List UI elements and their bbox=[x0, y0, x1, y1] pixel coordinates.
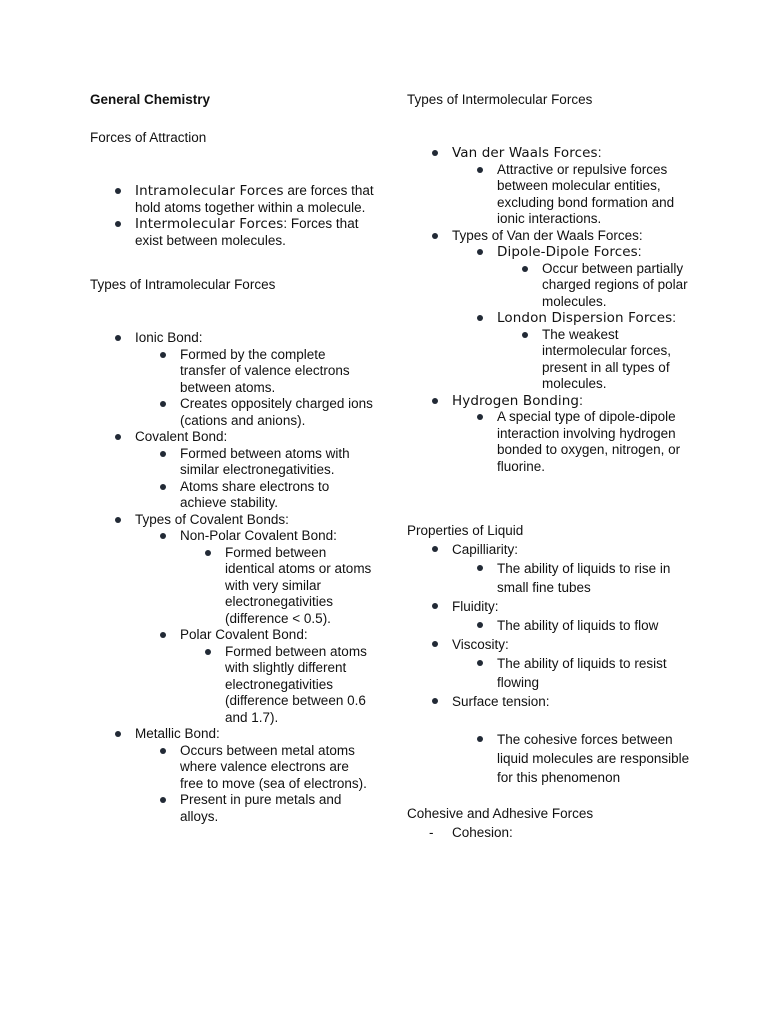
bullet-icon bbox=[477, 249, 483, 255]
property-point: The ability of liquids to flow bbox=[497, 618, 659, 633]
definition: are forces that hold atoms together within a molecule. bbox=[135, 183, 374, 215]
forces-list bbox=[90, 183, 375, 249]
covalent-point: Atoms share electrons to achieve stability. bbox=[180, 478, 330, 510]
list-item bbox=[90, 792, 375, 825]
list-item bbox=[90, 512, 375, 529]
bullet-icon bbox=[477, 315, 483, 321]
list-item bbox=[407, 145, 697, 162]
intra-heading: Types of Intramolecular Forces bbox=[90, 277, 276, 292]
nonpolar-label: Non-Polar Covalent Bond: bbox=[180, 528, 337, 543]
list-item bbox=[90, 726, 375, 743]
cohesion-label: Cohesion: bbox=[452, 825, 513, 840]
property-label: Fluidity: bbox=[452, 599, 499, 614]
bullet-icon bbox=[477, 565, 483, 571]
property-label: Viscosity: bbox=[452, 637, 509, 652]
forces-heading: Forces of Attraction bbox=[90, 130, 207, 145]
list-item bbox=[407, 409, 697, 475]
bullet-icon bbox=[115, 335, 121, 341]
list-item bbox=[407, 393, 697, 410]
right-column bbox=[407, 90, 697, 842]
definition: : Forces that exist between molecules. bbox=[135, 216, 359, 248]
list-item bbox=[90, 528, 375, 545]
list-item bbox=[90, 347, 375, 397]
property-point: The cohesive forces between liquid molecules are responsible for this phenomenon bbox=[497, 732, 690, 785]
bullet-icon bbox=[477, 167, 483, 173]
left-column bbox=[90, 90, 375, 825]
vdw-types-label: Types of Van der Waals Forces: bbox=[452, 227, 643, 243]
list-item bbox=[407, 823, 697, 842]
property-label: Surface tension: bbox=[452, 694, 550, 709]
dash-marker: - bbox=[429, 825, 434, 840]
liquid-heading: Properties of Liquid bbox=[407, 523, 524, 538]
term-suffix: : bbox=[637, 244, 642, 259]
bullet-icon bbox=[522, 332, 528, 338]
list-item bbox=[90, 479, 375, 512]
term-suffix: : bbox=[597, 145, 602, 160]
bullet-icon bbox=[160, 533, 166, 539]
list-item bbox=[407, 228, 697, 245]
bullet-icon bbox=[432, 546, 438, 552]
bullet-icon bbox=[205, 649, 211, 655]
bullet-icon bbox=[115, 731, 121, 737]
polar-label: Polar Covalent Bond: bbox=[180, 627, 308, 642]
metallic-point: Present in pure metals and alloys. bbox=[180, 792, 342, 824]
list-item bbox=[407, 730, 697, 787]
bullet-icon bbox=[477, 736, 483, 742]
bullet-icon bbox=[477, 660, 483, 666]
metallic-label: Metallic Bond: bbox=[135, 726, 220, 741]
list-item bbox=[407, 244, 697, 261]
london-point: The weakest intermolecular forces, present in all types of molecules. bbox=[542, 326, 672, 391]
list-item bbox=[90, 183, 375, 216]
hbond-point: A special type of dipole-dipole interaction involving hydrogen bonded to oxygen, nitrogen, or fluorine. bbox=[497, 409, 681, 474]
term: Van der Waals Forces bbox=[452, 145, 598, 161]
vdw-point: Attractive or repulsive forces between molecular entities, excluding bond formation and ionic interactions. bbox=[497, 161, 675, 226]
bullet-icon bbox=[432, 398, 438, 404]
term: Intramolecular Forces bbox=[135, 183, 284, 199]
bullet-icon bbox=[160, 451, 166, 457]
list-item bbox=[407, 616, 697, 635]
term: Hydrogen Bonding bbox=[452, 392, 580, 409]
list-item bbox=[407, 327, 697, 393]
bullet-icon bbox=[432, 698, 438, 704]
liquid-list bbox=[407, 540, 697, 787]
bullet-icon bbox=[432, 603, 438, 609]
list-item bbox=[90, 446, 375, 479]
covalent-types-label: Types of Covalent Bonds: bbox=[135, 511, 289, 527]
list-item bbox=[90, 545, 375, 628]
list-item bbox=[407, 261, 697, 311]
list-item bbox=[407, 162, 697, 228]
bullet-icon bbox=[205, 550, 211, 556]
intra-list bbox=[90, 330, 375, 825]
bullet-icon bbox=[160, 632, 166, 638]
bullet-icon bbox=[115, 434, 121, 440]
term: London Dispersion Forces bbox=[497, 310, 673, 326]
term-suffix: : bbox=[672, 310, 676, 325]
inter-list bbox=[407, 145, 697, 475]
bullet-icon bbox=[432, 150, 438, 156]
cohesive-heading: Cohesive and Adhesive Forces bbox=[407, 806, 594, 821]
polar-point: Formed between atoms with slightly different electronegativities (difference between 0.6 and 1.7). bbox=[225, 643, 367, 725]
dipole-point: Occur between partially charged regions of polar molecules. bbox=[542, 260, 688, 309]
list-item bbox=[90, 429, 375, 446]
document-title: General Chemistry bbox=[90, 92, 211, 107]
property-point: The ability of liquids to rise in small fine tubes bbox=[497, 561, 671, 595]
property-label: Capilliarity: bbox=[452, 542, 519, 557]
cohesive-list bbox=[407, 823, 697, 842]
list-item bbox=[407, 559, 697, 597]
property-point: The ability of liquids to resist flowing bbox=[497, 656, 667, 690]
list-item bbox=[90, 216, 375, 249]
list-item bbox=[90, 644, 375, 727]
term: Dipole-Dipole Forces bbox=[497, 244, 638, 260]
bullet-icon bbox=[115, 221, 121, 227]
bullet-icon bbox=[160, 352, 166, 358]
bullet-icon bbox=[160, 748, 166, 754]
covalent-point: Formed between atoms with similar electronegativities. bbox=[180, 445, 350, 477]
bullet-icon bbox=[160, 797, 166, 803]
list-item bbox=[407, 597, 697, 616]
nonpolar-point: Formed between identical atoms or atoms with very similar electronegativities (difference < 0.5). bbox=[225, 544, 372, 626]
list-item bbox=[90, 743, 375, 793]
ionic-point: Creates oppositely charged ions (cations and anions). bbox=[180, 396, 373, 428]
ionic-point: Formed by the complete transfer of valence electrons between atoms. bbox=[180, 346, 350, 395]
bullet-icon bbox=[522, 266, 528, 272]
list-item bbox=[407, 540, 697, 559]
list-item bbox=[407, 310, 697, 327]
list-item bbox=[407, 692, 697, 711]
list-item bbox=[407, 635, 697, 654]
bullet-icon bbox=[160, 484, 166, 490]
bullet-icon bbox=[115, 517, 121, 523]
metallic-point: Occurs between metal atoms where valence electrons are free to move (sea of electrons). bbox=[180, 742, 367, 791]
covalent-label: Covalent Bond: bbox=[135, 429, 228, 444]
ionic-label: Ionic Bond: bbox=[135, 330, 203, 345]
bullet-icon bbox=[432, 641, 438, 647]
bullet-icon bbox=[115, 188, 121, 194]
list-item bbox=[90, 627, 375, 644]
list-item bbox=[90, 330, 375, 347]
bullet-icon bbox=[477, 622, 483, 628]
bullet-icon bbox=[432, 233, 438, 239]
list-item bbox=[407, 654, 697, 692]
list-item bbox=[90, 396, 375, 429]
term-suffix: : bbox=[579, 392, 583, 408]
inter-heading: Types of Intermolecular Forces bbox=[407, 92, 593, 107]
bullet-icon bbox=[477, 414, 483, 420]
bullet-icon bbox=[160, 401, 166, 407]
term: Intermolecular Forces bbox=[135, 216, 284, 232]
